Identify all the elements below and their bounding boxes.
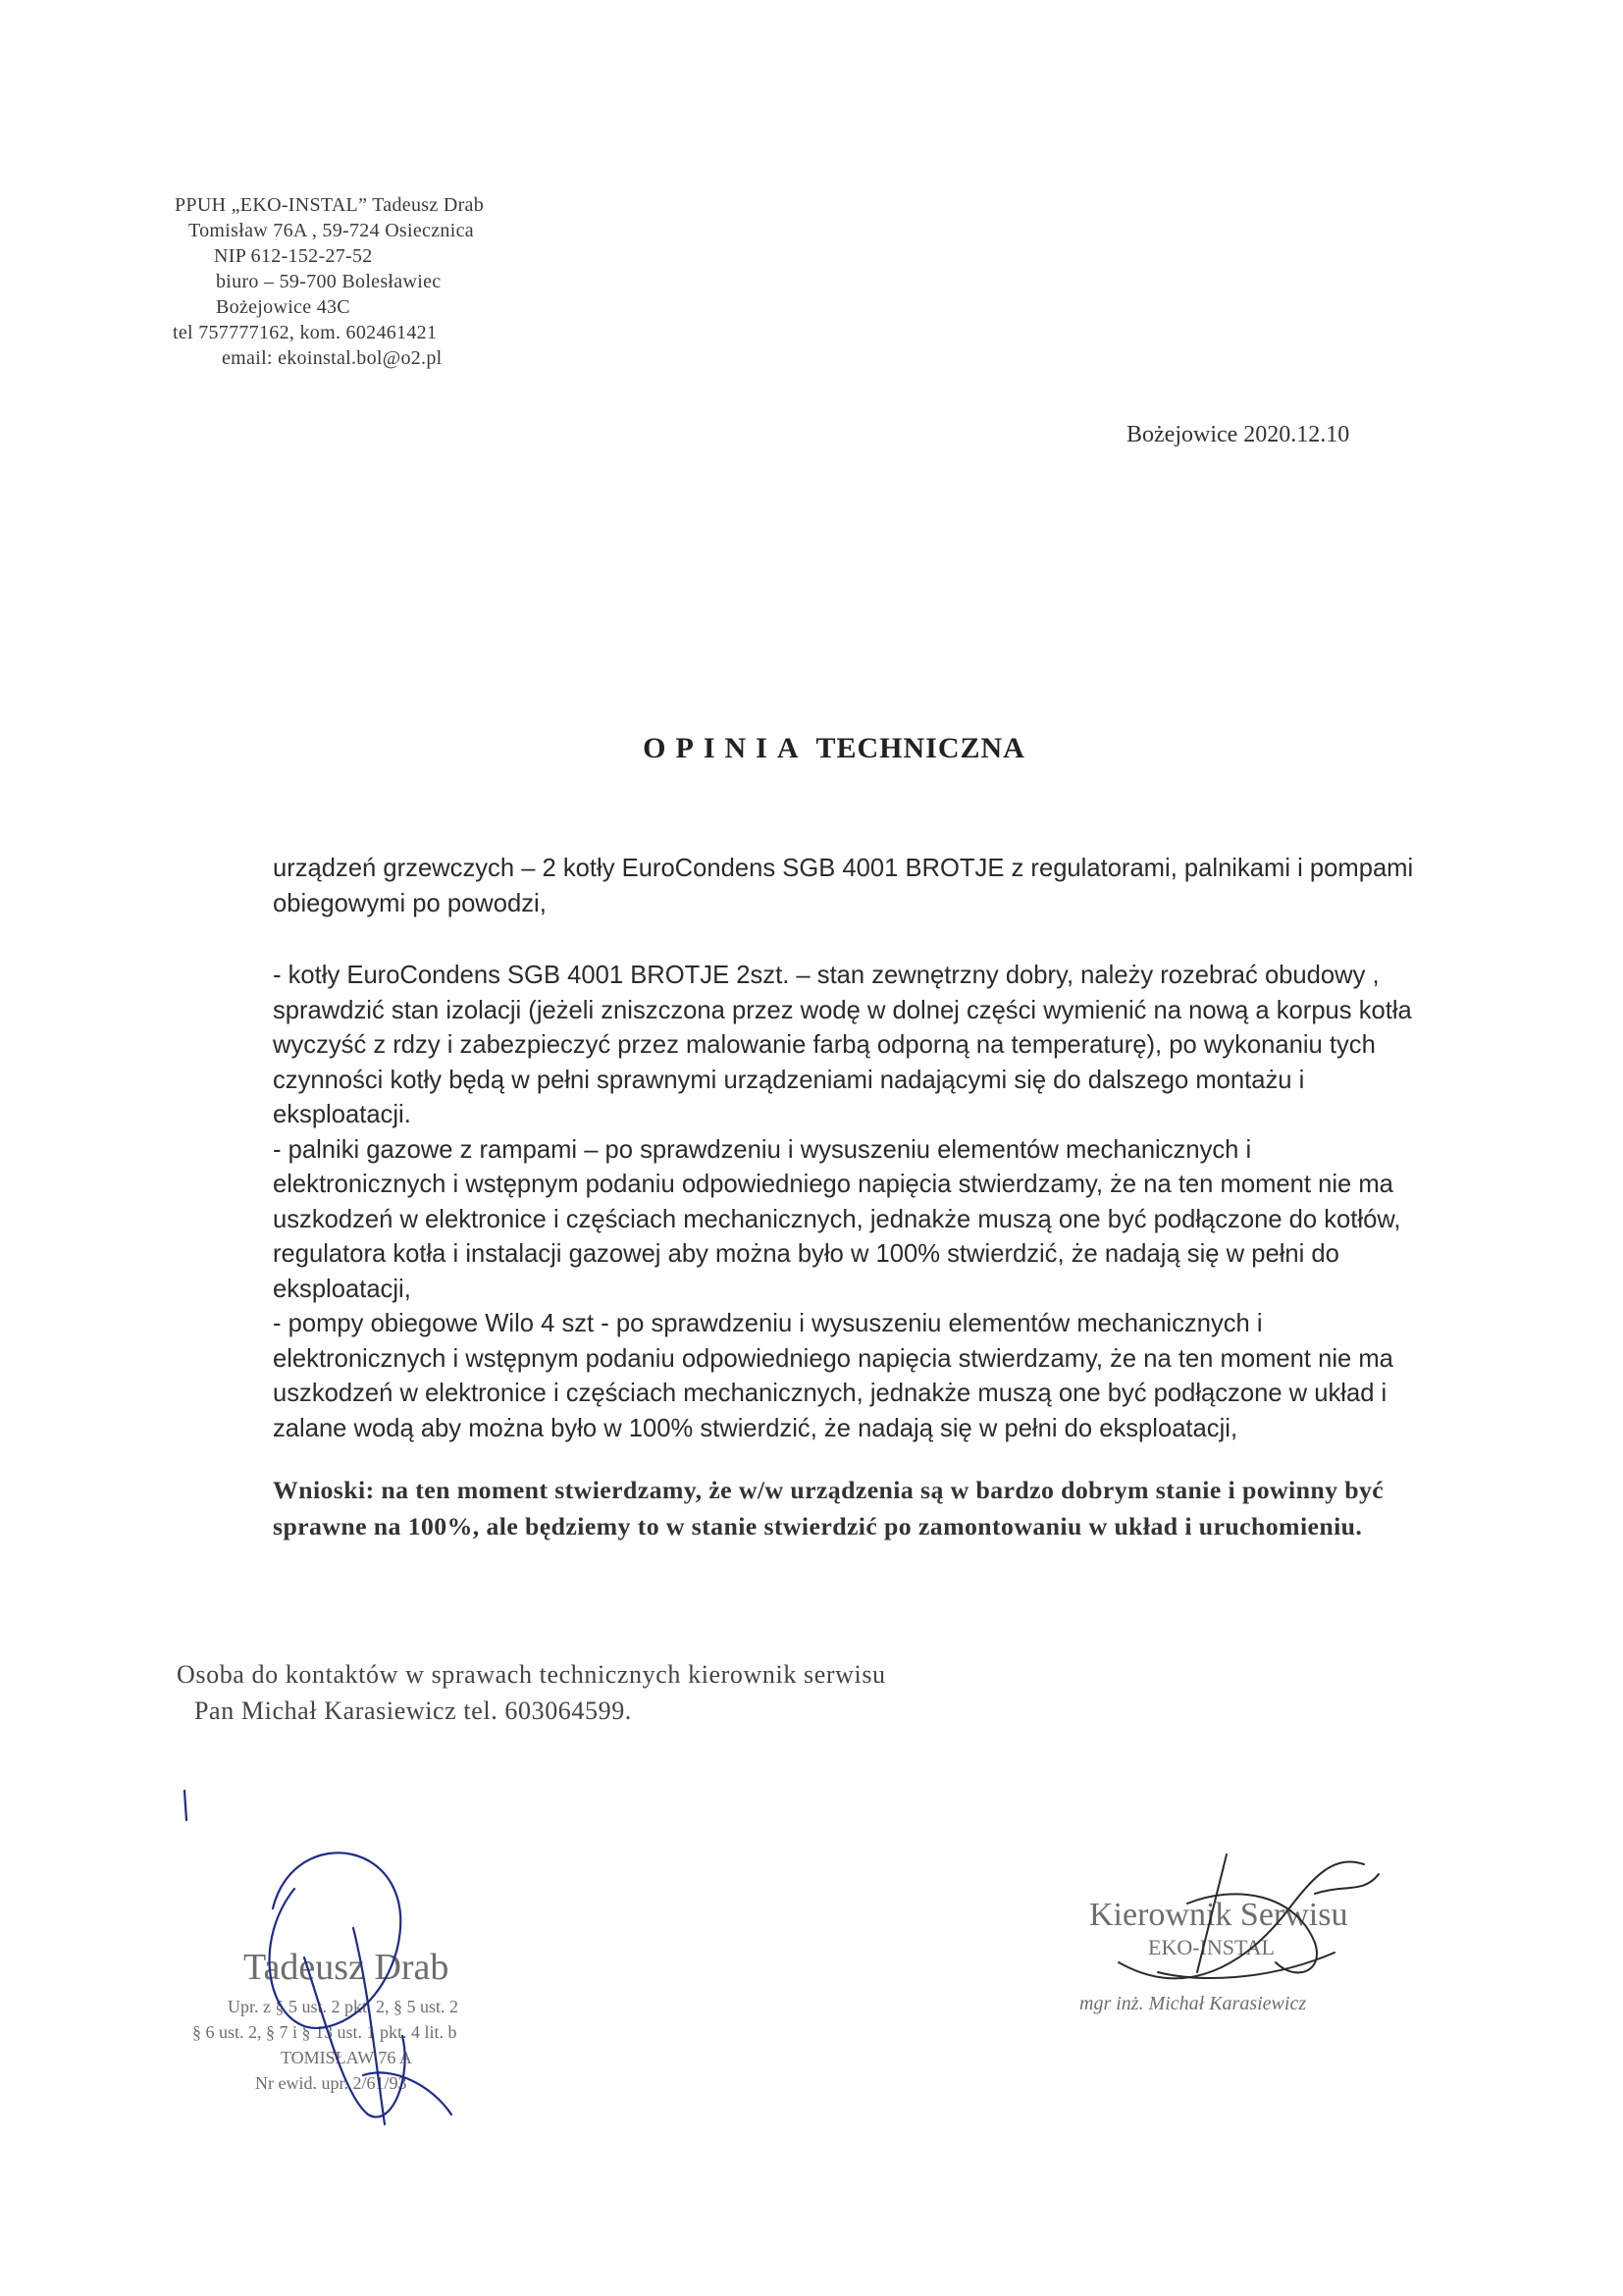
- stamp-owner-line-4: Nr ewid. upr. 2/61/93: [255, 2073, 407, 2093]
- owner-stamp-and-signature: [157, 1781, 569, 2134]
- contact-line-2: Pan Michał Karasiewicz tel. 603064599.: [194, 1696, 632, 1725]
- header-line-office-address: Bożejowice 43C: [216, 296, 350, 318]
- document-date: Bożejowice 2020.12.10: [1126, 422, 1350, 447]
- stamp-owner-line-2: § 6 ust. 2, § 7 i § 13 ust. 1 pkt. 4 lit. b: [192, 2022, 457, 2042]
- stamp-owner-name: Tadeusz Drab: [243, 1947, 449, 1988]
- stamp-manager-title: Kierownik Serwisu: [1089, 1897, 1348, 1933]
- conclusion-paragraph: Wnioski: na ten moment stwierdzamy, że w/w urządzenia są w bardzo dobrym stanie i powinny być sprawne na 100%, ale będziemy to w stanie stwierdzić po zamontowaniu w układ i uruchomieniu.: [273, 1476, 1385, 1540]
- header-line-company: PPUH „EKO-INSTAL” Tadeusz Drab: [175, 194, 485, 216]
- contact-block: [177, 1656, 886, 1729]
- title-word-opinion: OPINIA: [643, 732, 809, 764]
- item-pumps: - pompy obiegowe Wilo 4 szt - po sprawdzeniu i wysuszeniu elementów mechanicznych i elektronicznych i wstępnym podaniu odpowiedniego napięcia stwierdzamy, że na ten moment nie ma uszkodzeń w elektronice i częściach mechanicznych, jednakże muszą one być podłączone w układ i zalane wodą aby można było w 100% stwierdzić, że nadają się w pełni do eksploatacji,: [273, 1310, 1393, 1442]
- manager-stamp-and-signature: [1040, 1835, 1452, 2031]
- stamp-owner-line-3: TOMISŁAW 76 A: [281, 2048, 412, 2067]
- item-burners: - palniki gazowe z rampami – po sprawdzeniu i wysuszeniu elementów mechanicznych i elektronicznych i wstępnym podaniu odpowiedniego napięcia stwierdzamy, że na ten moment nie ma uszkodzeń w elektronice i częściach mechanicznych, jednakże muszą one być podłączone do kotłów, regulatora kotła i instalacji gazowej aby można było w 100% stwierdzić, że nadają się w pełni do eksploatacji,: [273, 1135, 1401, 1303]
- header-line-nip: NIP 612-152-27-52: [214, 245, 373, 267]
- company-header: [169, 192, 484, 371]
- header-line-email: email: ekoinstal.bol@o2.pl: [222, 347, 443, 369]
- item-boilers: - kotły EuroCondens SGB 4001 BROTJE 2szt. – stan zewnętrzny dobry, należy rozebrać obudowy , sprawdzić stan izolacji (jeżeli zniszczona przez wodę w dolnej części wymienić na nową a korpus kotła wyczyść z rdzy i zabezpieczyć przez malowanie farbą odporną na temperaturę), po wykonaniu tych czynności kotły będą w pełni sprawnymi urządzeniami nadającymi się do dalszego montażu i eksploatacji.: [273, 962, 1412, 1128]
- intro-paragraph: urządzeń grzewczych – 2 kotły EuroCondens SGB 4001 BROTJE z regulatorami, palnikami i pompami obiegowymi po powodzi,: [273, 855, 1414, 917]
- contact-line-1: Osoba do kontaktów w sprawach technicznych kierownik serwisu: [177, 1660, 886, 1689]
- stamp-manager-company: EKO-INSTAL: [1148, 1935, 1275, 1959]
- stamp-manager-name: mgr inż. Michał Karasiewicz: [1079, 1993, 1307, 2014]
- stamp-owner-line-1: Upr. z § 5 ust. 2 pkt. 2, § 5 ust. 2: [228, 1997, 459, 2016]
- header-line-phone: tel 757777162, kom. 602461421: [173, 322, 438, 343]
- document-body: [273, 852, 1421, 1544]
- document-title: [0, 732, 1623, 765]
- header-line-office: biuro – 59-700 Bolesławiec: [216, 271, 442, 292]
- header-line-address: Tomisław 76A , 59-724 Osiecznica: [188, 220, 474, 241]
- title-word-technical: TECHNICZNA: [815, 732, 1025, 764]
